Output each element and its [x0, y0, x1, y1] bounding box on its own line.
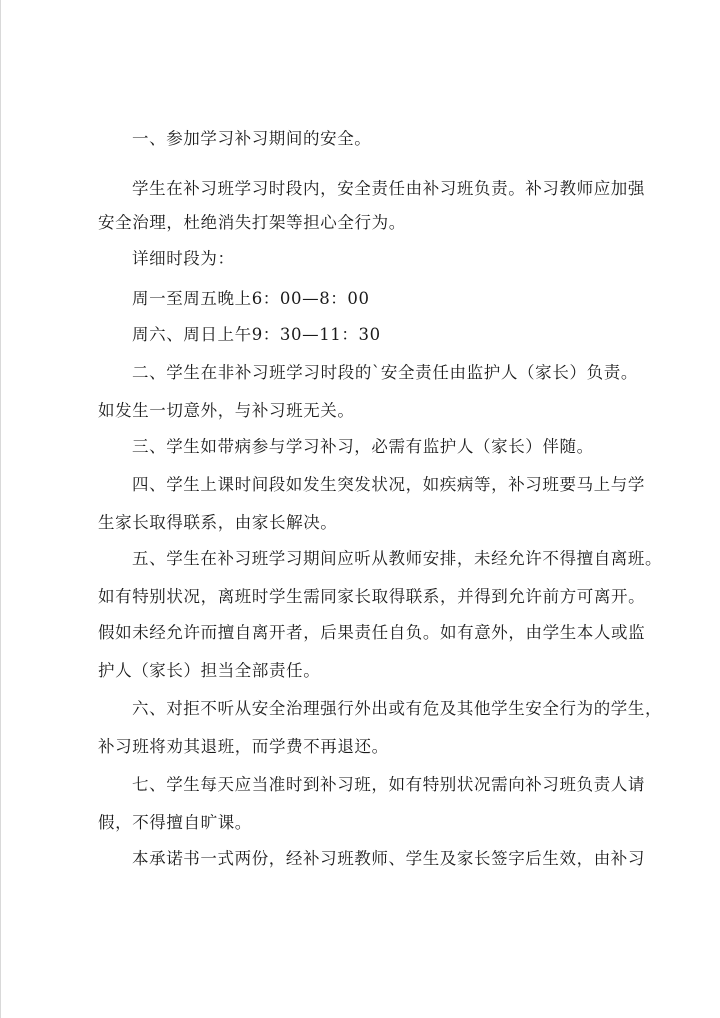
page-left-edge	[0, 0, 1, 1018]
paragraph-line: 补习班将劝其退班，而学费不再退还。	[98, 737, 389, 756]
paragraph-line: 安全治理，杜绝消失打架等担心全行为。	[98, 213, 406, 232]
section-heading-7: 七、学生每天应当准时到补习班，如有特别状况需向补习班负责人请	[132, 775, 645, 794]
closing-paragraph: 本承诺书一式两份，经补习班教师、学生及家长签字后生效，由补习	[132, 849, 645, 868]
section-heading-6: 六、对拒不听从安全治理强行外出或有危及其他学生安全行为的学生，	[132, 699, 663, 718]
section-heading-4: 四、学生上课时间段如发生突发状况，如疾病等，补习班要马上与学	[132, 475, 645, 494]
paragraph-line: 假如未经允许而擅自离开者，后果责任自负。如有意外，由学生本人或监	[98, 623, 646, 642]
paragraph-line: 如有特别状况，离班时学生需同家长取得联系，并得到允许前方可离开。	[98, 587, 646, 606]
section-heading-5: 五、学生在补习班学习期间应听从教师安排，未经允许不得擅自离班。	[132, 549, 663, 568]
section-heading-2: 二、学生在非补习班学习时段的`安全责任由监护人（家长）负责。	[132, 363, 638, 382]
schedule-weekday: 周一至周五晚上6：00—8：00	[132, 289, 370, 308]
paragraph-line: 如发生一切意外，与补习班无关。	[98, 401, 355, 420]
paragraph-line: 详细时段为：	[132, 249, 235, 268]
section-heading-3: 三、学生如带病参与学习补习，必需有监护人（家长）伴随。	[132, 437, 594, 456]
schedule-weekend: 周六、周日上午9：30—11：30	[132, 325, 381, 344]
paragraph-line: 生家长取得联系，由家长解决。	[98, 513, 338, 532]
paragraph-line: 学生在补习班学习时段内，安全责任由补习班负责。补习教师应加强	[132, 179, 645, 198]
section-heading-1: 一、参加学习补习期间的安全。	[132, 129, 372, 148]
paragraph-line: 护人（家长）担当全部责任。	[98, 661, 321, 680]
paragraph-line: 假，不得擅自旷课。	[98, 813, 252, 832]
